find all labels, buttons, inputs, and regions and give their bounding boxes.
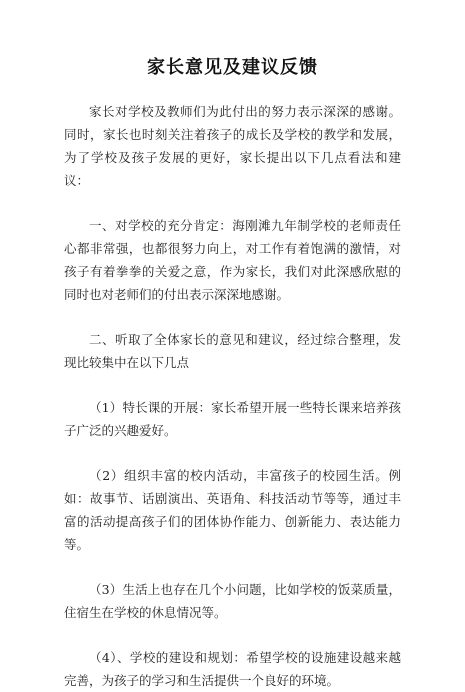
paragraph-intro: 家长对学校及教师们为此付出的努力表示深深的感谢。同时，家长也时刻关注着孩子的成长及学校的教学和发展，为了学校及孩子发展的更好，家长提出以下几点看法和建议： (64, 104, 401, 188)
paragraph-affirmation: 一、对学校的充分肯定：海刚滩九年制学校的老师责任心都非常强，也都很努力向上，对工作有着饱满的激情，对孩子有着拳拳的关爱之意，作为家长，我们对此深感欣慰的同时也对老师们的付出表示深深地感谢。 (64, 218, 401, 302)
paragraph-item-1: （1）特长课的开展：家长希望开展一些特长课来培养孩子广泛的兴趣爱好。 (64, 400, 401, 438)
paragraph-item-3: （3）生活上也存在几个小问题，比如学校的饭菜质量，住宿生在学校的休息情况等。 (64, 582, 401, 620)
paragraph-summary: 二、听取了全体家长的意见和建议，经过综合整理，发现比较集中在以下几点 (64, 332, 401, 370)
paragraph-item-2: （2）组织丰富的校内活动，丰富孩子的校园生活。例如：故事节、话剧演出、英语角、科技活动节等等，通过丰富的活动提高孩子们的团体协作能力、创新能力、表达能力等。 (64, 468, 401, 552)
paragraph-item-4: （4）、学校的建设和规划：希望学校的设施建设越来越完善，为孩子的学习和生活提供一个良好的环境。 (64, 650, 401, 688)
document-title: 家长意见及建议反馈 (147, 57, 318, 78)
